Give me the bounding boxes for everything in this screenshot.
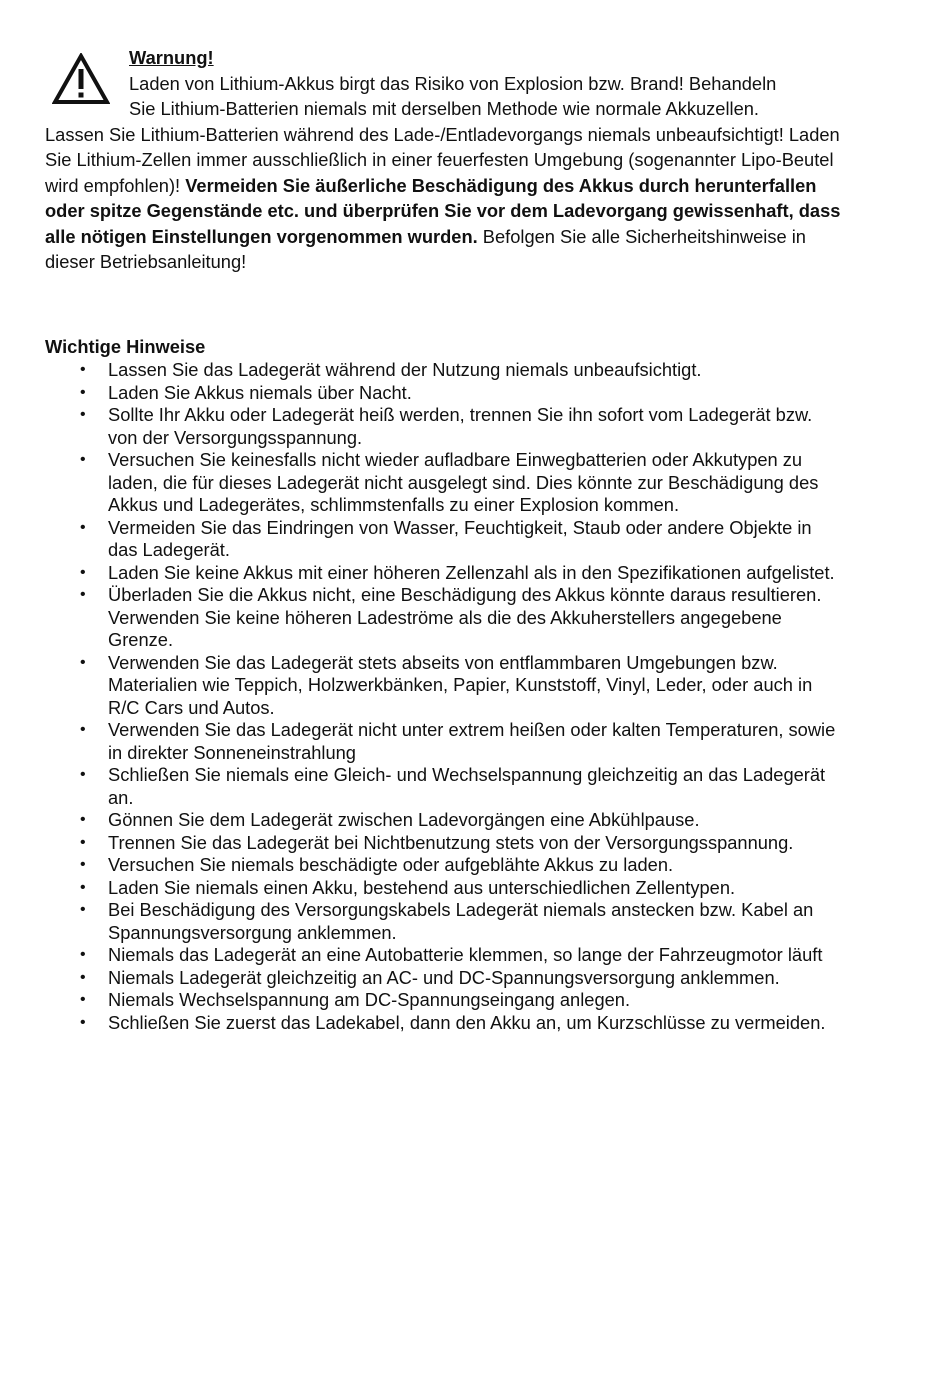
- bullet-icon: •: [80, 968, 86, 986]
- list-item-text: Laden Sie keine Akkus mit einer höheren Zellenzahl als in den Spezifikationen aufgelistet.: [108, 561, 835, 583]
- list-item-text: Trennen Sie das Ladegerät bei Nichtbenutzung stets von der Versorgungsspannung.: [108, 831, 794, 853]
- list-item-text: Verwenden Sie das Ladegerät stets abseits von entflammbaren Umgebungen bzw. Materialien wie Teppich, Holzwerkbänken, Papier, Kunststoff, Vinyl, Leder, oder auch in R/C Cars und Autos.: [108, 651, 813, 718]
- bullet-icon: •: [80, 856, 86, 873]
- list-item: [45, 809, 845, 832]
- list-item-text: Sollte Ihr Akku oder Ladegerät heiß werden, trennen Sie ihn sofort vom Ladegerät bzw. von der Versorgungsspannung.: [108, 404, 813, 448]
- warning-title: Warnung!: [129, 47, 214, 68]
- list-item: [45, 562, 845, 585]
- bullet-icon: •: [80, 383, 86, 401]
- list-item-text: Niemals Wechselspannung am DC-Spannungseingang anlegen.: [108, 989, 631, 1010]
- bullet-icon: •: [80, 1013, 86, 1031]
- notes-title: Wichtige Hinweise: [45, 336, 206, 357]
- list-item-text: Bei Beschädigung des Versorgungskabels Ladegerät niemals anstecken bzw. Kabel an Spannungsversorgung anklemmen.: [108, 899, 814, 943]
- list-item: [45, 854, 845, 877]
- list-item-text: Überladen Sie die Akkus nicht, eine Beschädigung des Akkus könnte daraus resultieren. Verwenden Sie keine höheren Ladeströme als die des Akkuherstellers angegebene Grenze.: [108, 584, 822, 650]
- bullet-icon: •: [80, 991, 86, 1008]
- list-item: [45, 1012, 845, 1035]
- bullet-icon: •: [80, 586, 86, 603]
- bullet-icon: •: [80, 901, 86, 918]
- bullet-icon: •: [80, 518, 86, 536]
- list-item-text: Versuchen Sie keinesfalls nicht wieder aufladbare Einwegbatterien oder Akkutypen zu laden, die für dieses Ladegerät nicht ausgelegt sind. Dies könnte zur Beschädigung des Akkus und Ladegerätes, schlimmstenfalls zu einer Explosion kommen.: [108, 449, 819, 515]
- list-item-text: Niemals das Ladegerät an eine Autobatterie klemmen, so lange der Fahrzeugmotor läuft: [108, 944, 823, 965]
- list-item-text: Laden Sie niemals einen Akku, bestehend aus unterschiedlichen Zellentypen.: [108, 876, 736, 898]
- warning-end-text: Befolgen Sie alle Sicherheitshinweise in dieser Betriebsanleitung!: [45, 225, 806, 272]
- list-item: [45, 764, 845, 809]
- important-notes-section: [45, 335, 845, 1034]
- warning-intro-text: Lassen Sie Lithium-Batterien während des Lade-/Entladevorgangs niemals unbeaufsichtigt! Laden Sie Lithium-Zellen immer ausschließlich in einer feuerfesten Umgebung (sogenannter Lipo-Beutel wird empfohlen)!: [45, 123, 840, 196]
- list-item: [45, 967, 845, 990]
- warning-section: [45, 45, 845, 275]
- warning-bold-text: Vermeiden Sie äußerliche Beschädigung des Akkus durch herunterfallen oder spitze Gegenstände etc. und überprüfen Sie vor dem Ladevorgang gewissenhaft, dass alle nötigen Einstellungen vorgenommen wurden.: [45, 174, 841, 247]
- list-item: [45, 899, 845, 944]
- list-item-text: Vermeiden Sie das Eindringen von Wasser, Feuchtigkeit, Staub oder andere Objekte in das Ladegerät.: [108, 516, 812, 560]
- list-item: [45, 877, 845, 900]
- list-item-text: Laden Sie Akkus niemals über Nacht.: [108, 381, 412, 403]
- warning-triangle-icon: [52, 53, 110, 105]
- list-item: [45, 652, 845, 720]
- list-item: [45, 944, 845, 967]
- bullet-icon: •: [80, 833, 86, 851]
- list-item: [45, 719, 845, 764]
- warning-body: [45, 122, 845, 275]
- bullet-icon: •: [80, 946, 86, 963]
- list-item: [45, 989, 845, 1012]
- bullet-icon: •: [80, 811, 86, 828]
- list-item: [45, 832, 845, 855]
- warning-header: [45, 45, 845, 122]
- list-item-text: Niemals Ladegerät gleichzeitig an AC- und DC-Spannungsversorgung anklemmen.: [108, 966, 780, 988]
- list-item: [45, 359, 845, 382]
- list-item-text: Verwenden Sie das Ladegerät nicht unter extrem heißen oder kalten Temperaturen, sowie in direkter Sonneneinstrahlung: [108, 719, 836, 763]
- bullet-icon: •: [80, 451, 86, 468]
- list-item: [45, 382, 845, 405]
- bullet-icon: •: [80, 766, 86, 783]
- list-item-text: Lassen Sie das Ladegerät während der Nutzung niemals unbeaufsichtigt.: [108, 359, 702, 380]
- list-item: [45, 449, 845, 517]
- bullet-icon: •: [80, 361, 86, 378]
- warning-line-2: Sie Lithium-Batterien niemals mit derselben Methode wie normale Akkuzellen.: [129, 98, 759, 119]
- list-item-text: Schließen Sie niemals eine Gleich- und Wechselspannung gleichzeitig an das Ladegerät an.: [108, 764, 826, 808]
- bullet-icon: •: [80, 406, 86, 423]
- list-item-text: Gönnen Sie dem Ladegerät zwischen Ladevorgängen eine Abkühlpause.: [108, 809, 700, 830]
- list-item: [45, 517, 845, 562]
- list-item: [45, 404, 845, 449]
- bullet-icon: •: [80, 721, 86, 738]
- notes-list: [45, 359, 845, 1034]
- list-item: [45, 584, 845, 652]
- list-item-text: Schließen Sie zuerst das Ladekabel, dann den Akku an, um Kurzschlüsse zu vermeiden.: [108, 1011, 826, 1033]
- bullet-icon: •: [80, 878, 86, 896]
- bullet-icon: •: [80, 653, 86, 671]
- list-item-text: Versuchen Sie niemals beschädigte oder aufgeblähte Akkus zu laden.: [108, 854, 674, 875]
- warning-line-1: Laden von Lithium-Akkus birgt das Risiko von Explosion bzw. Brand! Behandeln: [129, 72, 777, 94]
- bullet-icon: •: [80, 563, 86, 581]
